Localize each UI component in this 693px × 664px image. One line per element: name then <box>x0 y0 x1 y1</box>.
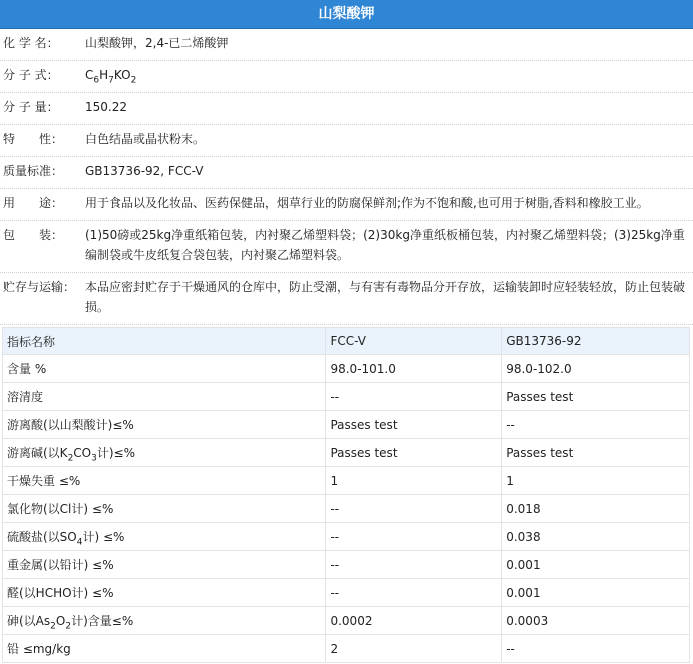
table-row <box>3 495 690 523</box>
column-header: GB13736-92 <box>502 328 690 355</box>
gb-value: 0.001 <box>502 579 690 607</box>
info-label: 化 学 名： <box>3 36 59 50</box>
name-sub: 4 <box>76 537 83 548</box>
info-row-quality-standard <box>0 157 693 189</box>
fcc-value: Passes test <box>326 411 502 439</box>
spec-name: 干燥失重 ≤% <box>3 467 326 495</box>
name-part: CO <box>73 446 92 460</box>
info-label: 用 途： <box>3 196 64 210</box>
name-part: 砷(以As <box>7 614 51 628</box>
fcc-value: 98.0-101.0 <box>326 355 502 383</box>
formula-part: KO <box>113 68 131 82</box>
formula-sub: 2 <box>130 75 137 86</box>
molecular-formula <box>85 65 693 85</box>
name-part: 计)≤% <box>96 446 135 460</box>
table-header-row <box>3 328 690 355</box>
spec-name: 溶清度 <box>3 383 326 411</box>
name-part: 计) ≤% <box>82 530 125 544</box>
fcc-value: 2 <box>326 635 502 663</box>
info-label: 分 子 式： <box>3 68 59 82</box>
table-row <box>3 355 690 383</box>
table-row <box>3 635 690 663</box>
fcc-value: -- <box>326 523 502 551</box>
info-value: 山梨酸钾，2,4-已二烯酸钾 <box>85 36 229 50</box>
info-value: 150.22 <box>85 100 127 114</box>
spec-name <box>3 607 326 635</box>
info-value: 用于食品以及化妆品、医药保健品，烟草行业的防腐保鲜剂;作为不饱和酸,也可用于树脂,香料和橡胶工业。 <box>85 196 649 210</box>
info-row-formula <box>0 61 693 93</box>
info-section <box>0 29 693 325</box>
gb-value: 0.018 <box>502 495 690 523</box>
table-row <box>3 607 690 635</box>
table-row <box>3 523 690 551</box>
spec-name: 游离酸(以山梨酸计)≤% <box>3 411 326 439</box>
formula-part: C <box>85 68 94 82</box>
gb-value: 0.001 <box>502 551 690 579</box>
fcc-value: -- <box>326 551 502 579</box>
fcc-value: Passes test <box>326 439 502 467</box>
info-label: 包 装： <box>3 228 64 242</box>
name-part: 计)含量≤% <box>71 614 134 628</box>
info-label: 贮存与运输： <box>3 280 76 294</box>
column-header: FCC-V <box>326 328 502 355</box>
gb-value: Passes test <box>502 439 690 467</box>
table-row <box>3 551 690 579</box>
info-row-packaging <box>0 221 693 273</box>
spec-name: 含量 % <box>3 355 326 383</box>
info-value: 本品应密封贮存于干燥通风的仓库中，防止受潮，与有害有毒物品分开存放，运输装卸时应轻装轻放，防止包装破损。 <box>85 280 686 314</box>
page-title: 山梨酸钾 <box>0 0 693 29</box>
gb-value: 1 <box>502 467 690 495</box>
fcc-value: -- <box>326 495 502 523</box>
name-sub: 2 <box>65 621 72 632</box>
spec-name: 重金属(以铅计) ≤% <box>3 551 326 579</box>
info-value: (1)50磅或25kg净重纸箱包装，内衬聚乙烯塑料袋；(2)30kg净重纸板桶包装，内衬聚乙烯塑料袋；(3)25kg净重编制袋或牛皮纸复合袋包装，内衬聚乙烯塑料袋。 <box>85 228 685 262</box>
formula-part: H <box>99 68 109 82</box>
spec-name: 铅 ≤mg/kg <box>3 635 326 663</box>
spec-name <box>3 523 326 551</box>
info-row-usage <box>0 189 693 221</box>
info-value: GB13736-92, FCC-V <box>85 164 204 178</box>
column-header: 指标名称 <box>3 328 326 355</box>
fcc-value: -- <box>326 579 502 607</box>
gb-value: 0.0003 <box>502 607 690 635</box>
spec-table <box>2 327 690 663</box>
gb-value: Passes test <box>502 383 690 411</box>
gb-value: -- <box>502 635 690 663</box>
fcc-value: -- <box>326 383 502 411</box>
name-sub: 2 <box>67 453 74 464</box>
gb-value: 98.0-102.0 <box>502 355 690 383</box>
info-label: 质量标准： <box>3 164 64 178</box>
name-part: 硫酸盐(以SO <box>7 530 77 544</box>
info-value: 白色结晶或晶状粉末。 <box>85 132 206 146</box>
spec-name <box>3 439 326 467</box>
info-label: 特 性： <box>3 132 64 146</box>
fcc-value: 0.0002 <box>326 607 502 635</box>
table-row <box>3 411 690 439</box>
gb-value: -- <box>502 411 690 439</box>
info-row-properties <box>0 125 693 157</box>
info-row-storage <box>0 273 693 325</box>
table-row <box>3 579 690 607</box>
name-sub: 2 <box>50 621 56 632</box>
name-part: O <box>55 614 66 628</box>
spec-name: 氯化物(以Cl计) ≤% <box>3 495 326 523</box>
info-row-chemical-name <box>0 29 693 61</box>
table-row <box>3 467 690 495</box>
formula-sub: 7 <box>108 75 114 86</box>
table-row <box>3 383 690 411</box>
spec-name: 醛(以HCHO计) ≤% <box>3 579 326 607</box>
name-part: 游离碱(以K <box>7 446 68 460</box>
name-sub: 3 <box>91 453 97 464</box>
gb-value: 0.038 <box>502 523 690 551</box>
info-row-molecular-weight <box>0 93 693 125</box>
fcc-value: 1 <box>326 467 502 495</box>
table-row <box>3 439 690 467</box>
formula-sub: 6 <box>93 75 100 86</box>
info-label: 分 子 量： <box>3 100 59 114</box>
